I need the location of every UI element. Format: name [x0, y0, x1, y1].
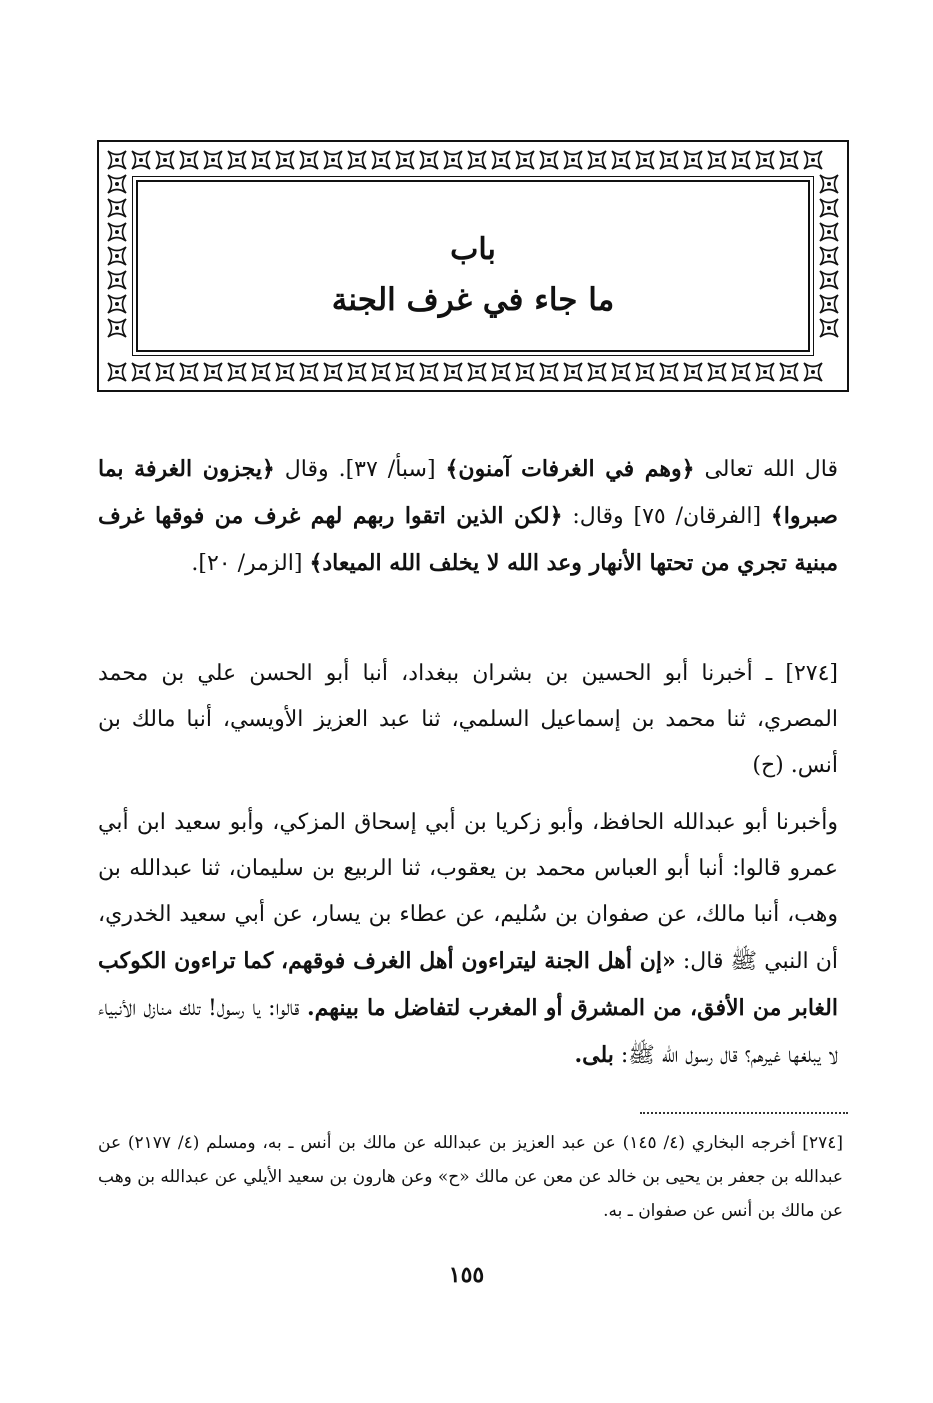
- ornament-motif: [820, 175, 838, 193]
- page-number: ١٥٥: [448, 1262, 485, 1288]
- ornament-motif: [684, 151, 702, 169]
- hadith-text: «إن أهل الجنة ليتراءون أهل الغرف فوقهم، كما تراءون الكوكب الغابر من الأفق، من المشرق أو المغرب لتفاضل ما بينهم.: [98, 948, 838, 1021]
- ornament-motif: [324, 363, 342, 381]
- ornament-motif: [108, 295, 126, 313]
- chapter-title: ما جاء في غرف الجنة: [331, 282, 615, 318]
- ornament-motif: [468, 151, 486, 169]
- chapter-label: باب: [450, 232, 496, 267]
- ornament-motif: [468, 363, 486, 381]
- ornament-motif: [108, 151, 126, 169]
- ornament-motif: [108, 199, 126, 217]
- verse-reference-3: [الزمر/ ٢٠].: [191, 551, 310, 576]
- ornament-motif: [540, 151, 558, 169]
- ornament-motif: [732, 151, 750, 169]
- ornament-motif: [756, 363, 774, 381]
- ornament-motif: [372, 151, 390, 169]
- ornament-motif: [300, 151, 318, 169]
- ornament-motif: [252, 151, 270, 169]
- ornament-motif: [804, 151, 822, 169]
- ornament-motif: [732, 363, 750, 381]
- ornament-motif: [108, 175, 126, 193]
- ornament-motif: [636, 363, 654, 381]
- ornament-motif: [516, 151, 534, 169]
- ornament-motif: [780, 363, 798, 381]
- ornament-motif: [396, 363, 414, 381]
- ornament-motif: [348, 151, 366, 169]
- ornament-motif: [276, 363, 294, 381]
- ornament-motif: [372, 363, 390, 381]
- ornament-motif: [708, 151, 726, 169]
- ornament-motif: [132, 151, 150, 169]
- ornament-motif: [156, 363, 174, 381]
- ornament-motif: [204, 363, 222, 381]
- hadith-answer-text: بلى.: [574, 1042, 614, 1068]
- ornament-motif: [444, 151, 462, 169]
- ornament-motif: [820, 319, 838, 337]
- footnote: [٢٧٤] أخرجه البخاري (٤/ ١٤٥) عن عبد العزيز بن عبدالله عن مالك بن أنس ـ به، ومسلم (٤/ ٢١٧٧) عن عبدالله بن جعفر بن يحيى بن خالد عن معن عن مالك «ح» وعن هارون بن سعيد الأيلي عن عبدالله بن وهب عن مالك بن أنس عن صفوان ـ به.: [98, 1133, 843, 1221]
- ornament-motif: [564, 151, 582, 169]
- ornament-motif: [108, 271, 126, 289]
- ornament-motif: [420, 363, 438, 381]
- ornament-motif: [820, 271, 838, 289]
- chapter-title-box: [136, 180, 810, 352]
- ornament-motif: [820, 247, 838, 265]
- ornament-motif: [108, 247, 126, 265]
- ornament-motif: [820, 199, 838, 217]
- ornament-motif: [180, 151, 198, 169]
- ornament-motif: [324, 151, 342, 169]
- ornament-motif: [612, 151, 630, 169]
- ornament-motif: [820, 295, 838, 313]
- ornament-motif: [820, 223, 838, 241]
- ornament-motif: [756, 151, 774, 169]
- ornament-motif: [708, 363, 726, 381]
- ornament-motif: [420, 151, 438, 169]
- ornament-motif: [252, 363, 270, 381]
- ornament-motif: [228, 151, 246, 169]
- hadith-chain-paragraph-1: [٢٧٤] ـ أخبرنا أبو الحسين بن بشران ببغداد، أنبا أبو الحسن علي بن محمد المصري، ثنا محمد بن إسماعيل السلمي، ثنا عبد العزيز الأويسي، أنبا مالك بن أنس. (ح): [98, 661, 838, 778]
- verse-reference-2: [الفرقان/ ٧٥] وقال:: [562, 504, 771, 529]
- ornament-motif: [396, 151, 414, 169]
- quran-verse-3: ﴿لكن الذين اتقوا ربهم لهم غرف من فوقها غرف مبنية تجري من تحتها الأنهار وعد الله لا يخلف الله الميعاد﴾: [98, 503, 838, 576]
- hadith-question-text: قالوا: يا رسول! تلك منازل الأنبياء لا يبلغها غيرهم؟ قال رسول الله ﷺ:: [98, 996, 838, 1068]
- ornament-motif: [684, 363, 702, 381]
- ornament-motif: [636, 151, 654, 169]
- ornament-motif: [108, 223, 126, 241]
- ornament-motif: [228, 363, 246, 381]
- ornament-motif: [348, 363, 366, 381]
- ornament-motif: [108, 319, 126, 337]
- ornament-motif: [276, 151, 294, 169]
- ornament-motif: [540, 363, 558, 381]
- ornament-motif: [780, 151, 798, 169]
- ornament-motif: [564, 363, 582, 381]
- hadith-chain-text: وأخبرنا أبو عبدالله الحافظ، وأبو زكريا بن أبي إسحاق المزكي، وأبو سعيد ابن أبي عمرو قالوا: أنبا أبو العباس محمد بن يعقوب، ثنا الربيع بن سليمان، ثنا عبدالله بن وهب، أنبا مالك، عن صفوان بن سُليم، عن عطاء بن يسار، عن أبي سعيد الخدري، أن النبي ﷺ قال:: [98, 810, 838, 974]
- hadith-chain-paragraph-2: [98, 800, 838, 1079]
- ornament-motif: [156, 151, 174, 169]
- ornament-motif: [204, 151, 222, 169]
- ornament-motif: [588, 363, 606, 381]
- ornament-motif: [492, 363, 510, 381]
- footnote-separator: [640, 1112, 848, 1114]
- quran-verses-paragraph: [98, 446, 838, 587]
- chapter-title-frame: [97, 140, 849, 392]
- ornament-motif: [132, 363, 150, 381]
- ornament-motif: [660, 363, 678, 381]
- ornament-motif: [180, 363, 198, 381]
- quran-verse-1: ﴿وهم في الغرفات آمنون﴾: [445, 456, 695, 482]
- ornament-motif: [444, 363, 462, 381]
- verse-intro-text: قال الله تعالى: [694, 457, 838, 482]
- quran-verse-2: ﴿يجزون الغرفة بما صبروا﴾: [98, 456, 838, 529]
- ornament-motif: [612, 363, 630, 381]
- ornament-motif: [804, 363, 822, 381]
- ornament-motif: [660, 151, 678, 169]
- ornament-motif: [300, 363, 318, 381]
- verse-reference-1: [سبأ/ ٣٧]. وقال: [274, 457, 446, 482]
- ornament-motif: [108, 363, 126, 381]
- ornament-motif: [588, 151, 606, 169]
- ornament-motif: [492, 151, 510, 169]
- ornament-motif: [516, 363, 534, 381]
